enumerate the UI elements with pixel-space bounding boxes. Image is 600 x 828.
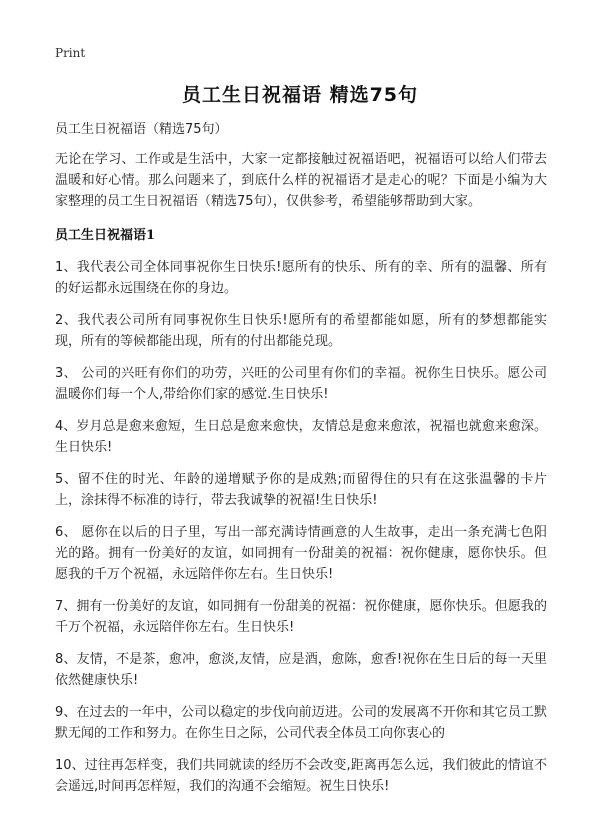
wish-item-2: 2、我代表公司所有同事祝你生日快乐!愿所有的希望都能如愿，所有的梦想都能实现，所有的等候都能出现，所有的付出都能兑现。 — [55, 313, 547, 349]
wish-item-7: 7、拥有一份美好的友谊，如同拥有一份甜美的祝福：祝你健康，愿你快乐。但愿我的千万个祝福，永远陪伴你左右。生日快乐! — [55, 599, 547, 635]
wish-item-10: 10、过往再怎样变，我们共同就读的经历不会改变,距离再怎么远，我们彼此的情谊不会遥远,时间再怎样短，我们的沟通不会缩短。祝生日快乐! — [55, 758, 547, 794]
wish-list — [55, 257, 547, 797]
article-body — [55, 120, 547, 808]
wish-item-9: 9、在过去的一年中，公司以稳定的步伐向前迈进。公司的发展离不开你和其它员工默默无闻的工作和努力。在你生日之际，公司代表全体员工向你衷心的 — [55, 705, 547, 741]
print-link[interactable]: Print — [55, 46, 86, 60]
wish-item-5: 5、留不住的时光、年龄的递增赋予你的是成熟;而留得住的只有在这张温馨的卡片上，涂抹得不标准的诗行，带去我诚挚的祝福!生日快乐! — [55, 472, 547, 508]
wish-item-8: 8、友情，不是茶，愈冲，愈淡,友情，应是酒，愈陈，愈香!祝你在生日后的每一天里依然健康快乐! — [55, 652, 547, 688]
page-title: 员工生日祝福语 精选75句 — [181, 84, 419, 106]
section-heading: 员工生日祝福语1 — [55, 228, 156, 243]
wish-item-3: 3、 公司的兴旺有你们的功劳，兴旺的公司里有你们的幸福。祝你生日快乐。愿公司温暖你们每一个人,带给你们家的感觉.生日快乐! — [55, 366, 547, 402]
wish-item-6: 6、 愿你在以后的日子里，写出一部充满诗情画意的人生故事，走出一条充满七色阳光的路。拥有一份美好的友谊，如同拥有一份甜美的祝福：祝你健康，愿你快乐。但愿我的千万个祝福，永远陪伴你左右。生日快乐! — [55, 525, 547, 582]
intro-paragraph: 无论在学习、工作或是生活中，大家一定都接触过祝福语吧，祝福语可以给人们带去温暖和好心情。那么问题来了，到底什么样的祝福语才是走心的呢？下面是小编为大家整理的员工生日祝福语（精选75句），仅供参考，希望能够帮助到大家。 — [55, 152, 547, 209]
article-subtitle: 员工生日祝福语（精选75句） — [55, 122, 228, 137]
wish-item-1: 1、我代表公司全体同事祝你生日快乐!愿所有的快乐、所有的幸、所有的温馨、所有的好运都永远围绕在你的身边。 — [55, 260, 547, 296]
wish-item-4: 4、岁月总是愈来愈短，生日总是愈来愈快，友情总是愈来愈浓，祝福也就愈来愈深。生日快乐! — [55, 419, 547, 455]
